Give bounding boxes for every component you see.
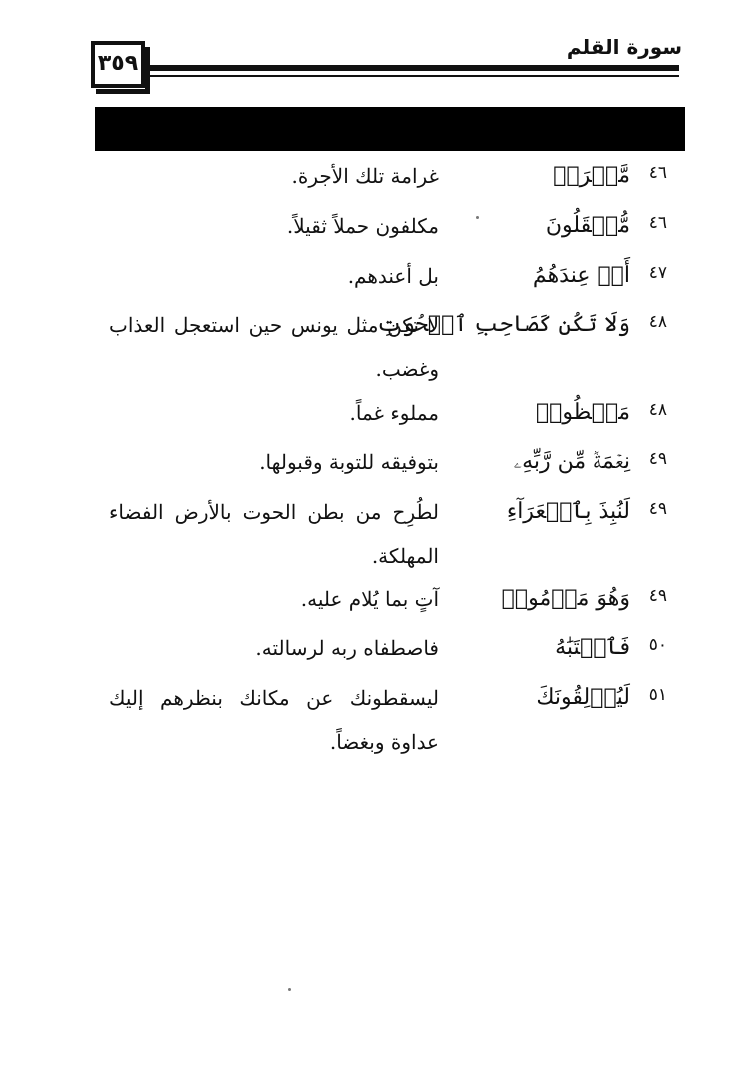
word-meaning: ليسقطونك عن مكانك بنظرهم إليك عداوة وبغضاً.	[109, 686, 439, 754]
word-meaning: فاصطفاه ربه لرسالته.	[255, 636, 439, 660]
section-header-band	[95, 107, 685, 151]
quran-word: لَنُبِذَ بِٱلۡعَرَآءِ	[506, 499, 630, 524]
page-header	[0, 0, 755, 100]
verse-number: ٤٧	[648, 263, 667, 283]
header-rule-thin	[148, 75, 679, 77]
verse-number: ٤٦	[648, 213, 667, 233]
verse-number: ٤٨	[648, 312, 667, 332]
verse-number: ٤٦	[648, 163, 667, 183]
quran-word: لَيُزۡلِقُونَكَ	[536, 685, 630, 710]
page-number: ٣٥٩	[91, 41, 145, 88]
surah-title: سورة القلم	[566, 35, 682, 59]
word-meaning: بتوفيقه للتوبة وقبولها.	[259, 450, 439, 474]
word-meaning: مكلفون حملاً ثقيلاً.	[286, 214, 439, 238]
quran-word: وَلَا تَكُن كَصَاحِبِ ٱلۡحُوتِ	[376, 312, 630, 337]
scan-speck	[288, 988, 291, 991]
word-meaning: آتٍ بما يُلام عليه.	[300, 587, 439, 611]
verse-number: ٤٩	[648, 499, 667, 519]
quran-word: وَهُوَ مَذۡمُومٞ	[501, 586, 630, 611]
word-meaning: لطُرِح من بطن الحوت بالأرض الفضاء المهلكة.	[109, 500, 439, 568]
verse-number: ٥١	[648, 685, 667, 705]
quran-word: نِعۡمَةٞ مِّن رَّبِّهِۦ	[513, 449, 630, 474]
verse-number: ٤٩	[648, 449, 667, 469]
verse-number: ٤٨	[648, 400, 667, 420]
word-meaning: بل أعندهم.	[347, 264, 439, 288]
quran-word: مَكۡظُومٞ	[535, 400, 630, 425]
quran-word: فَٱجۡتَبَٰهُ	[555, 635, 630, 660]
scan-speck	[476, 216, 479, 219]
verse-number: ٥٠	[648, 635, 667, 655]
word-meaning: غرامة تلك الأجرة.	[291, 164, 439, 188]
verse-number: ٤٩	[648, 586, 667, 606]
word-meaning: لا تكن مثل يونس حين استعجل العذاب وغضب.	[109, 313, 439, 381]
quran-word: أَمۡ عِندَهُمُ	[532, 263, 630, 288]
word-meaning: مملوء غماً.	[349, 401, 439, 425]
quran-word: مَّغۡرَمٖ	[553, 163, 630, 188]
header-rule-thick	[148, 65, 679, 71]
quran-word: مُّثۡقَلُونَ	[545, 213, 630, 238]
